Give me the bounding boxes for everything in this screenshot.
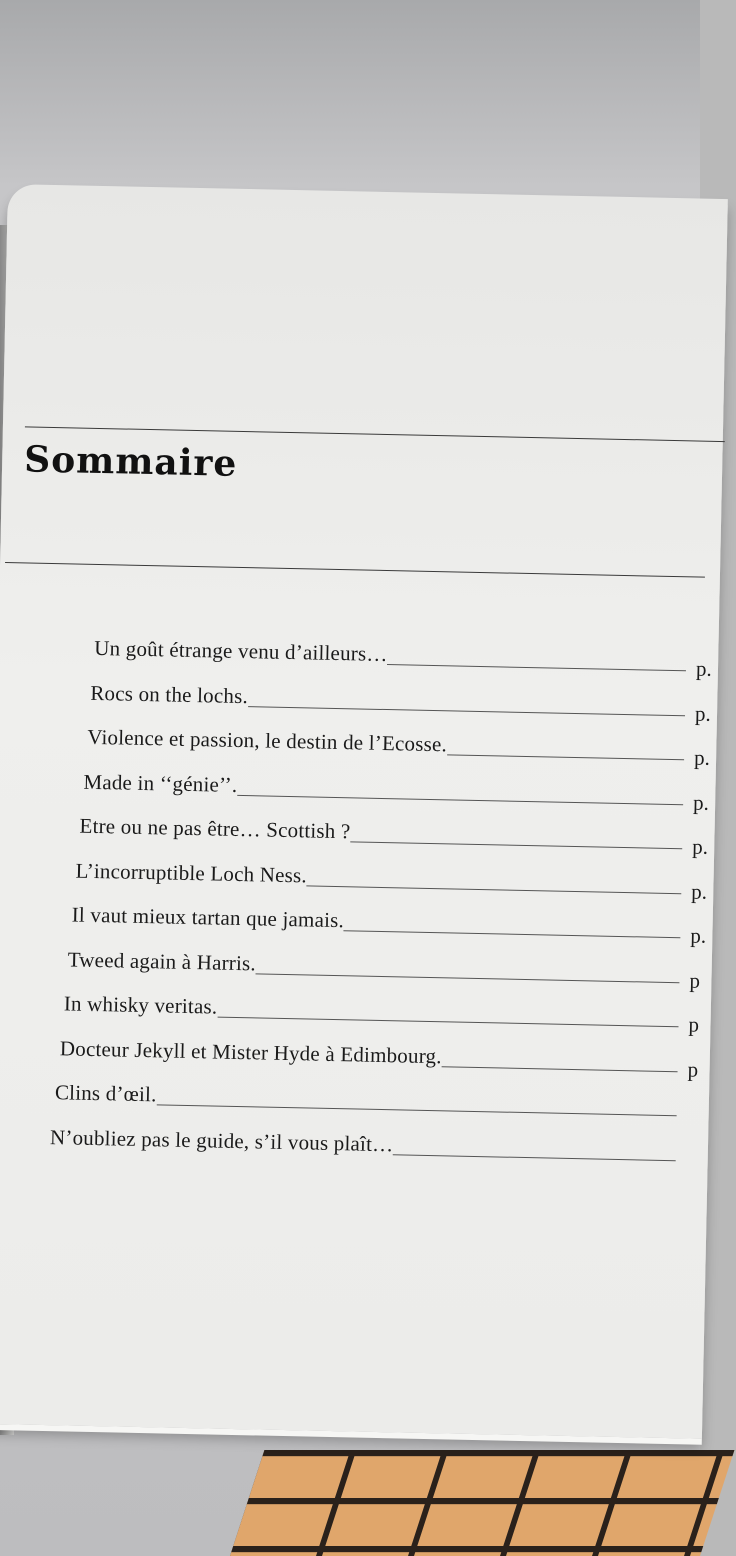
toc-entry-page: p.	[692, 834, 709, 859]
toc-entry-title: Il vaut mieux tartan que jamais.	[71, 902, 345, 933]
toc-entry-page: p.	[692, 789, 710, 815]
toc-entry-page	[687, 1101, 717, 1102]
toc-entry-title: Made in ‘‘génie’’.	[83, 769, 238, 797]
toc-entry-page: p.	[690, 923, 707, 948]
toc-entry-title: Clins d’œil.	[54, 1080, 157, 1107]
book-page	[0, 184, 728, 1439]
toc-entry-title: Violence et passion, le destin de l’Ecosse.	[87, 724, 448, 757]
toc-entry-page: p	[689, 967, 701, 993]
toc-entry-page	[686, 1146, 716, 1147]
floor-tiles	[230, 1450, 734, 1556]
toc-entry-page: p.	[695, 656, 713, 681]
toc-entry-title: Un goût étrange venu d’ailleurs…	[94, 635, 388, 667]
toc-entry-page: p.	[693, 745, 711, 770]
toc-entry-title: Etre ou ne pas être… Scottish ?	[79, 813, 351, 844]
toc-entry-page: p	[688, 1012, 700, 1037]
toc-entry-page: p.	[694, 701, 712, 726]
toc-entry-page: p	[687, 1056, 699, 1082]
bottom-rule	[5, 562, 705, 578]
toc-leader	[447, 732, 685, 760]
toc-leader	[393, 1132, 676, 1161]
table-of-contents	[49, 635, 726, 1183]
toc-leader	[387, 642, 686, 671]
toc-entry-title: Docteur Jekyll et Mister Hyde à Edimbourg.	[59, 1035, 442, 1068]
toc-entry-page: p.	[691, 878, 708, 904]
toc-entry-title: Rocs on the lochs.	[90, 680, 249, 708]
toc-leader	[441, 1044, 678, 1072]
toc-entry-title: Tweed again à Harris.	[67, 946, 257, 975]
toc-entry-title: In whisky veritas.	[63, 991, 218, 1019]
toc-entry-title: N’oubliez pas le guide, s’il vous plaît…	[49, 1124, 394, 1156]
page-title: Sommaire	[23, 438, 238, 485]
toc-entry-title: L’incorruptible Loch Ness.	[75, 858, 308, 887]
